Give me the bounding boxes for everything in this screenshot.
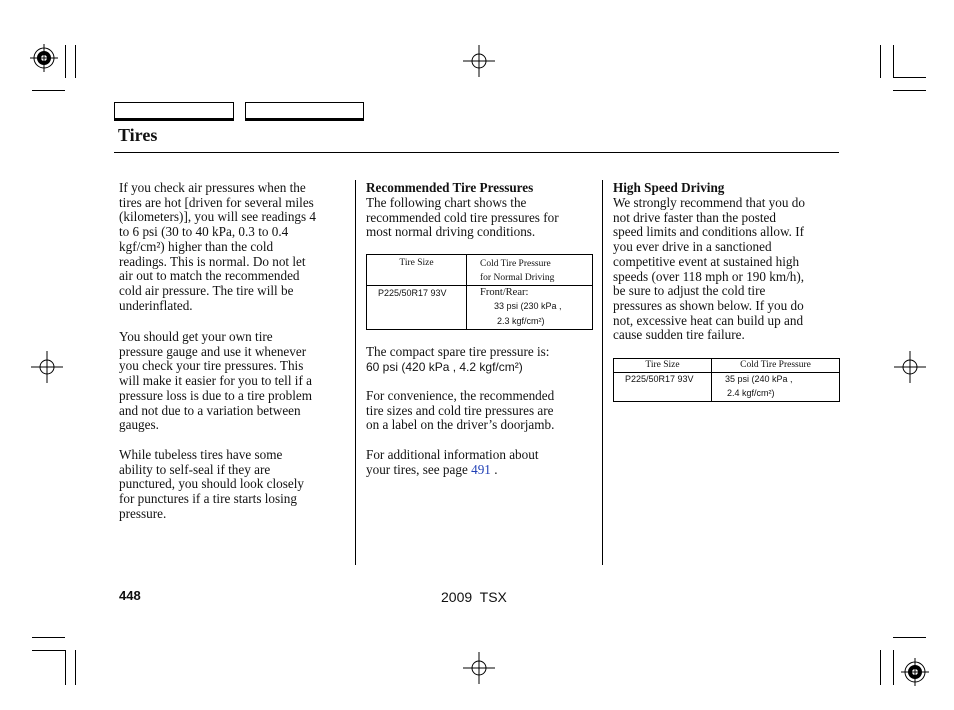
high-speed-pressure-table xyxy=(613,358,840,402)
table-header-cell: Tire Size xyxy=(367,255,467,286)
title-rule xyxy=(114,152,839,153)
section-tab-2 xyxy=(245,102,364,119)
table-header-cell: Tire Size xyxy=(614,359,712,373)
spare-tire-pressure-label: The compact spare tire pressure is: xyxy=(366,344,550,359)
recommended-pressure-table xyxy=(366,254,593,330)
column-divider xyxy=(355,180,356,565)
paragraph-tubeless: While tubeless tires have some ability to self-seal if they are punctured, you should look closely for punctures if a tire starts losing pressure. xyxy=(119,447,304,521)
paragraph-additional-info: For additional information about your tires, see page 491 . xyxy=(366,447,539,477)
paragraph-hot-tires: If you check air pressures when the tires are hot [driven for several miles (kilometers)], you will see readings 4 to 6 psi (30 to 40 kPa, 0.3 to 0.4 kgf/cm²) higher than the cold readings. This is normal. Do not let air out to match the recommended cold air pressure. The tire will be underinflated. xyxy=(119,180,317,313)
table-header-cell: Cold Tire Pressure for Normal Driving xyxy=(467,255,593,286)
paragraph-high-speed: We strongly recommend that you do not drive faster than the posted speed limits and conditions allow. If you ever drive in a sanctioned competitive event at sustained high speeds (over 118 mph or 190 km/h), be sure to adjust the cold tire pressures as shown below. If you do not, excessive heat can build up and cause sudden tire failure. xyxy=(613,195,805,343)
heading-high-speed-driving: High Speed Driving xyxy=(613,180,725,195)
table-cell-tire-size: P225/50R17 93V xyxy=(367,286,467,330)
table-cell-tire-size: P225/50R17 93V xyxy=(614,373,712,402)
paragraph-chart-intro: The following chart shows the recommended cold tire pressures for most normal driving conditions. xyxy=(366,195,559,240)
page-number: 448 xyxy=(119,588,141,603)
table-cell-pressure: Front/Rear: 33 psi (230 kPa , 2.3 kgf/cm²) xyxy=(467,286,593,330)
paragraph-doorjamb-label: For convenience, the recommended tire sizes and cold tire pressures are on a label on the driver’s doorjamb. xyxy=(366,388,555,433)
crosshair-icon xyxy=(894,351,926,383)
crosshair-icon xyxy=(31,351,63,383)
page-title: Tires xyxy=(118,125,158,145)
table-cell-pressure: 35 psi (240 kPa , 2.4 kgf/cm²) xyxy=(712,373,840,402)
spare-tire-pressure-value: 60 psi (420 kPa , 4.2 kgf/cm²) xyxy=(366,360,523,374)
footer-model: 2009 TSX xyxy=(441,589,507,605)
registration-target-icon xyxy=(899,656,931,688)
section-tab-1 xyxy=(114,102,234,119)
table-header-cell: Cold Tire Pressure xyxy=(712,359,840,373)
paragraph-pressure-gauge: You should get your own tire pressure gauge and use it whenever you check your tire pressures. This will make it easier for you to tell if a pressure loss is due to a tire problem and not due to a variation between gauges. xyxy=(119,329,313,433)
heading-recommended-pressures: Recommended Tire Pressures xyxy=(366,180,534,195)
page-link-491[interactable]: 491 xyxy=(471,461,491,477)
registration-target-icon xyxy=(28,42,60,74)
crosshair-icon xyxy=(463,45,495,77)
crosshair-icon xyxy=(463,652,495,684)
column-divider xyxy=(602,180,603,565)
